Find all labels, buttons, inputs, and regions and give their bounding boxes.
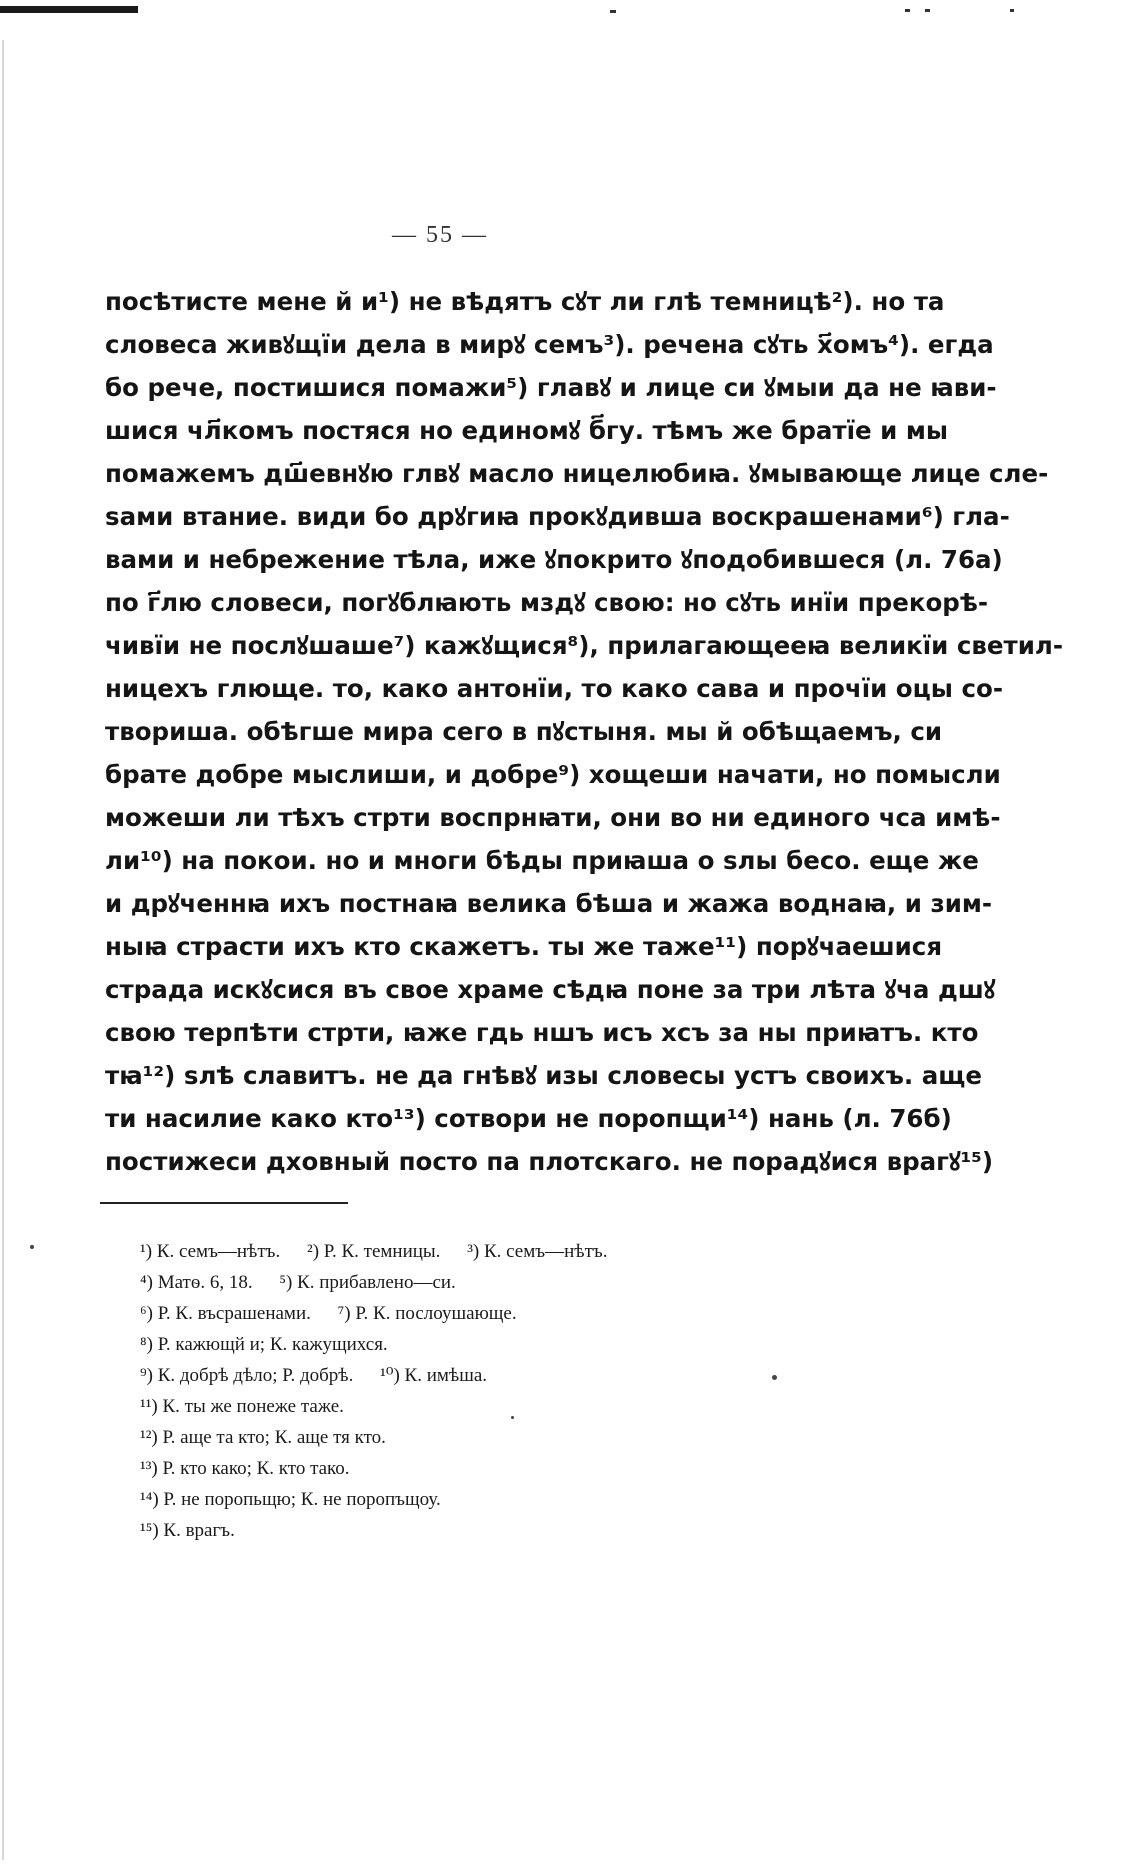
footnote-line [140,1329,840,1360]
top-edge-speck [1010,9,1014,12]
text-line: чивїи не послꙋшаше⁷) кажꙋщися⁸), прилагающееꙗ великїи светил- [105,631,1063,660]
footnote: ⁹) К. добрѣ дѣло; Р. добрѣ. [140,1365,354,1386]
text-line: твориша. обѣгше мира сего в пꙋстыня. мы й обѣщаемъ, си [105,717,943,746]
scan-left-edge [2,40,4,1860]
footnote: ⁸) Р. кажющй и; К. кажущихся. [140,1334,388,1355]
footnote-line [140,1484,840,1515]
text-line: ныꙗ страсти ихъ кто скажетъ. ты же таже¹¹) порꙋчаешися [105,932,943,961]
footnote-line [140,1422,840,1453]
footnote: ¹⁴) Р. не поропьщю; К. не поропъщоу. [140,1489,441,1510]
text-line: и дрꙋченнꙗ ихъ постнаꙗ велика бѣша и жажа воднаꙗ, и зим- [105,889,993,918]
footnote: ⁵) К. прибавлено—си. [279,1272,456,1293]
text-line: постижеси дховный посто па плотскаго. не порадꙋися врагꙋ¹⁵) [105,1147,994,1176]
footnote: ¹⁰) К. имѣша. [380,1365,488,1386]
footnote-line [140,1515,840,1546]
text-line: свою терпѣти стрти, ꙗже гдь ншъ исъ хсъ за ны приꙗтъ. кто [105,1018,979,1047]
text-line: шися чл҃комъ постяся но единомꙋ б҃гу. тѣмъ же братїе и мы [105,416,949,445]
text-line: ли¹⁰) на покои. но и многи бѣды приꙗша о ѕлы бесо. еще же [105,846,979,875]
text-line: бо рече, постишися помажи⁵) главꙋ и лице си ꙋмыи да не ꙗви- [105,373,997,402]
footnote: ¹³) Р. кто како; К. кто тако. [140,1458,350,1479]
footnotes [140,1236,840,1546]
footnote-line [140,1453,840,1484]
text-line: можеши ли тѣхъ стрти воспрнꙗти, они во ни единого чса имѣ- [105,803,1001,832]
text-line: посѣтисте мене й и¹) не вѣдятъ сꙋт ли глѣ темницѣ²). но та [105,287,945,316]
footnote: ²) Р. К. темницы. [307,1241,441,1262]
top-edge-speck [610,10,616,13]
footnote: ³) К. семъ—нѣтъ. [467,1241,608,1262]
text-line: по г҃лю словеси, погꙋблꙗють мздꙋ свою: но сꙋть инїи прекорѣ- [105,588,989,617]
footnote-line [140,1267,840,1298]
text-line: помажемъ дш҃евнꙋю глвꙋ масло ницелюбиꙗ. ꙋмывающе лице сле- [105,459,1049,488]
text-line: брате добре мыслиши, и добре⁹) хощеши начати, но помысли [105,760,1001,789]
text-line: вами и небрежение тѣла, иже ꙋпокрито ꙋподобившеся (л. 76а) [105,545,1003,574]
scan-speck [511,1416,514,1419]
scan-speck [772,1375,777,1380]
footnote-line [140,1298,840,1329]
top-edge-speck [925,9,930,12]
text-line: ницехъ глющe. то, како антонїи, то како сава и прочїи оцы со- [105,674,1003,703]
footnote: ¹) К. семъ—нѣтъ. [140,1241,281,1262]
footnote-line [140,1391,840,1422]
footnote: ⁶) Р. К. въсрашенами. [140,1303,311,1324]
scan-speck [30,1245,34,1249]
footnote: ¹⁵) К. врагъ. [140,1520,235,1541]
top-edge-rule [0,6,138,13]
top-edge-speck [905,9,910,12]
text-line: страда искꙋсися въ свое храме сѣдꙗ поне за три лѣта ꙋча дшꙋ [105,975,996,1004]
footnote: ¹¹) К. ты же понеже таже. [140,1396,344,1417]
page-number: — 55 — [392,222,488,248]
text-line: ѕами втание. види бо дрꙋгиꙗ прокꙋдивша воскрашенами⁶) гла- [105,502,1010,531]
main-text [105,280,1063,1183]
footnote: ⁴) Матѳ. 6, 18. [140,1272,253,1293]
footnote: ⁷) Р. К. послоушающе. [337,1303,517,1324]
text-line: словеса живꙋщїи дела в мирꙋ семъ³). речена сꙋть х҃омъ⁴). егда [105,330,994,359]
footnote-line [140,1360,840,1391]
text-line: тꙗ¹²) ѕлѣ славитъ. не да гнѣвꙋ изы словесы устъ своихъ. аще [105,1061,982,1090]
text-line: ти насилие како кто¹³) сотвори не поропщи¹⁴) нань (л. 76б) [105,1104,952,1133]
footnote: ¹²) Р. аще та кто; К. аще тя кто. [140,1427,386,1448]
footnote-separator [100,1202,348,1204]
footnote-line [140,1236,840,1267]
